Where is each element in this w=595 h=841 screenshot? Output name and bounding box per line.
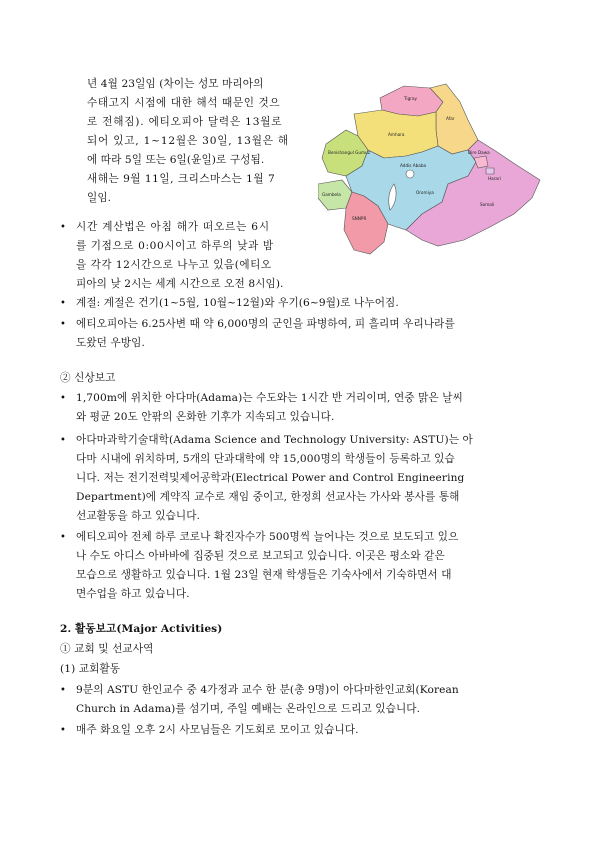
- bullet-time: •: [60, 222, 66, 233]
- map-label: Addis Ababa: [400, 163, 427, 168]
- bullet-season-text: [76, 294, 546, 313]
- bullet-prayer: •: [60, 725, 66, 736]
- bullet-prayer-text: [76, 721, 546, 740]
- region-harari: [486, 168, 494, 174]
- bullet-season: •: [60, 298, 66, 309]
- text-line: 계절: 계절은 건기(1~5월, 10월~12월)와 우기(6~9월)로 나누어짐.: [76, 297, 399, 309]
- map-label: Oromiya: [416, 190, 434, 195]
- text-line: Department)에 계약직 교수로 재임 중이고, 한정희 선교사는 가사와 봉사를 통해: [76, 491, 460, 503]
- text-line: 9분의 ASTU 한인교수 중 4가정과 교수 한 분(총 9명)이 아다마한인교회(Korean: [76, 684, 459, 696]
- text-line: 에티오피아 전체 하루 코로나 확진자수가 500명씩 늘어나는 것으로 보도되고 있으: [76, 531, 459, 543]
- section-heading-activities: 2. 활동보고(Major Activities): [60, 623, 223, 635]
- text-line: 년 4월 23일임 (차이는 성모 마리아의: [87, 78, 264, 90]
- bullet-adama: •: [60, 393, 66, 404]
- text-line: 1,700m에 위치한 아다마(Adama)는 수도와는 1시간 반 거리이며, 연중 맑은 날씨: [76, 392, 463, 404]
- text-line: 시간 계산법은 아침 해가 떠오르는 6시: [76, 221, 270, 233]
- text-line: 도왔던 우방임.: [76, 337, 145, 349]
- map-label: Tigray: [404, 96, 418, 101]
- bullet-church-text: [76, 681, 546, 719]
- bullet-astu: •: [60, 435, 66, 446]
- region-addis-ababa: [406, 170, 414, 178]
- text-line: 를 기점으로 0:00시이고 하루의 낮과 밤: [76, 240, 274, 252]
- map-label: Gambela: [322, 192, 341, 197]
- text-line: 선교활동을 하고 있습니다.: [76, 510, 201, 522]
- text-line: 에티오피아는 6.25사변 때 약 6,000명의 군인을 파병하여, 피 흘리며 우리나라를: [76, 318, 455, 330]
- ethiopia-region-map: [318, 80, 543, 265]
- map-label: Harari: [488, 176, 501, 181]
- text-line: Church in Adama)를 섬기며, 주일 예배는 온라인으로 드리고 있습니다.: [76, 703, 421, 715]
- text-line: 와 평균 20도 안팎의 온화한 기후가 지속되고 있습니다.: [76, 411, 335, 423]
- map-label: Somali: [480, 202, 495, 207]
- text-line: 을 각각 12시간으로 나누고 있음(에티오: [76, 259, 272, 271]
- map-label: Benishangul Gumuz: [328, 150, 370, 155]
- bullet-korea-text: [76, 315, 546, 353]
- text-line: 피아의 낮 2시는 세계 시간으로 오전 8시임).: [76, 278, 284, 290]
- subheading-church-mission: ① 교회 및 선교사역: [60, 643, 154, 655]
- text-line: 에 따라 5일 또는 6일(윤일)로 구성됨.: [87, 154, 265, 166]
- section-heading-personal: ② 신상보고: [60, 372, 116, 384]
- subheading-church-activity: (1) 교회활동: [60, 663, 121, 675]
- text-line: 모습으로 생활하고 있습니다. 1월 23일 현재 학생들은 기숙사에서 기숙하면서 대: [76, 569, 452, 581]
- bullet-covid-text: [76, 528, 546, 604]
- map-label: SNNPR: [352, 216, 367, 221]
- text-line: 수태고지 시점에 대한 해석 때문인 것으: [87, 97, 281, 109]
- text-line: 새해는 9월 11일, 크리스마스는 1월 7: [87, 173, 276, 185]
- text-line: 매주 화요일 오후 2시 사모님들은 기도회로 모이고 있습니다.: [76, 724, 359, 736]
- text-line: 니다. 저는 전기전력및제어공학과(Electrical Power and Control Engineering: [76, 472, 465, 484]
- text-line: 면수업을 하고 있습니다.: [76, 588, 190, 600]
- ethiopia-map-svg: [318, 80, 543, 265]
- calendar-paragraph: [87, 75, 312, 208]
- text-line: 나 수도 아디스 아바바에 집중된 것으로 보고되고 있습니다. 이곳은 평소와 같은: [76, 550, 445, 562]
- bullet-church: •: [60, 685, 66, 696]
- text-line: 되어 있고, 1~12월은 30일, 13월은 해: [87, 135, 289, 147]
- text-line: 다마 시내에 위치하며, 5개의 단과대학에 약 15,000명의 학생들이 등록하고 있습: [76, 453, 455, 465]
- bullet-covid: •: [60, 532, 66, 543]
- bullet-korea: •: [60, 319, 66, 330]
- text-line: 로 전해짐). 에티오피아 달력은 13월로: [87, 116, 283, 128]
- bullet-time-text: [76, 218, 316, 294]
- map-label: Afar: [446, 116, 455, 121]
- map-label: Dire Dawa: [468, 150, 490, 155]
- map-label: Amhara: [388, 132, 405, 137]
- text-line: 아다마과학기술대학(Adama Science and Technology University: ASTU)는 아: [76, 434, 473, 446]
- bullet-adama-text: [76, 389, 546, 427]
- text-line: 일임.: [87, 192, 112, 204]
- bullet-astu-text: [76, 431, 546, 526]
